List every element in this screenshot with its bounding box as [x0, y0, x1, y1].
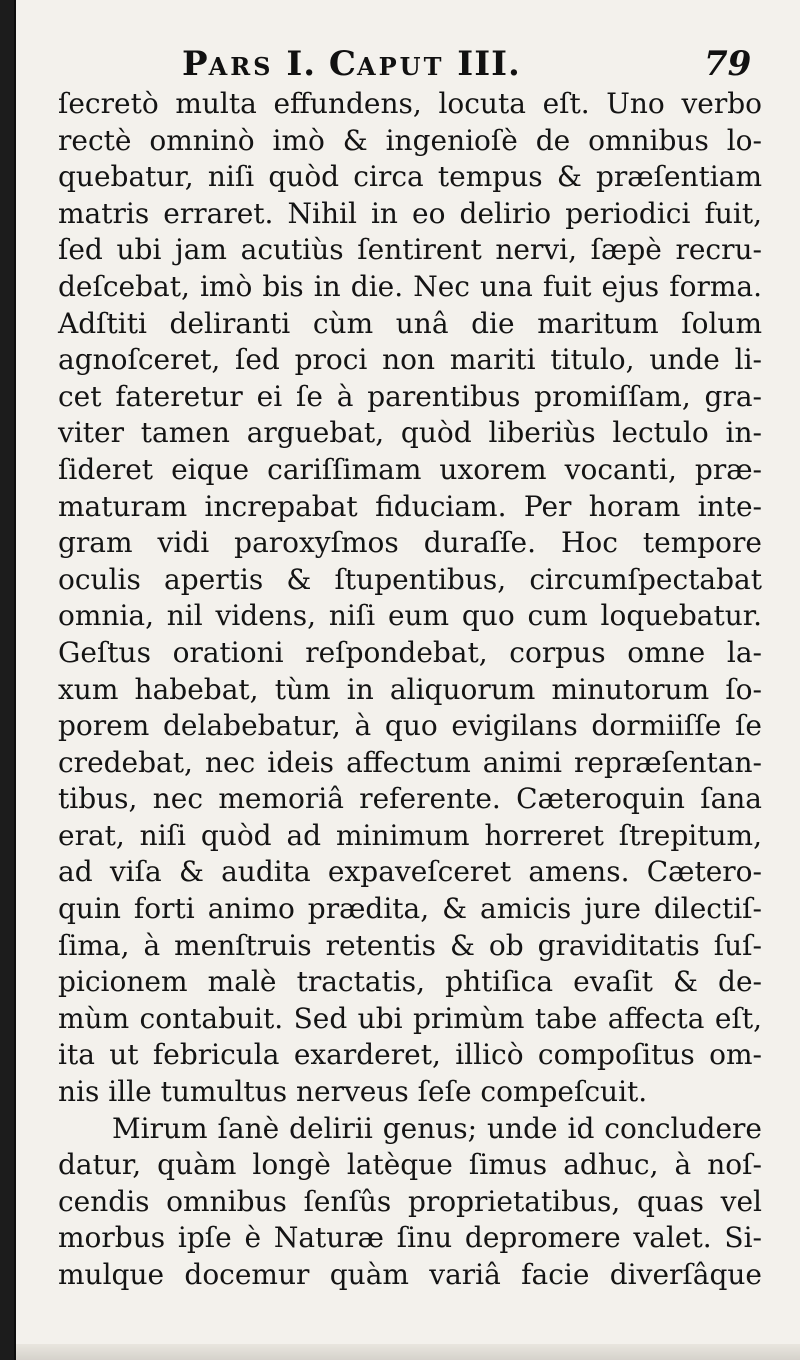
running-head-caput-initial: C — [328, 44, 357, 84]
text-line: mùm contabuit. Sed ubi primùm tabe affecta eſt, — [58, 1001, 762, 1035]
text-line: quebatur, niſi quòd circa tempus & præſentiam — [58, 160, 762, 194]
text-line: mulque docemur quàm variâ facie diverſâque — [58, 1258, 762, 1291]
page-bottom-edge — [16, 1344, 800, 1360]
running-head-part-initial: P — [182, 44, 209, 84]
text-line: agnoſceret, ſed proci non mariti titulo, unde li- — [58, 343, 762, 377]
running-head-caput-rest: APUT — [356, 52, 445, 81]
running-head-part-numeral: I. — [286, 44, 317, 84]
page-number: 79 — [704, 44, 752, 84]
text-line: deſcebat, imò bis in die. Nec una fuit ejus forma. — [58, 269, 762, 303]
text-line: ſed ubi jam acutiùs ſentirent nervi, ſæpè recru- — [58, 233, 762, 267]
page-header — [16, 42, 800, 90]
text-line: morbus ipſe è Naturæ ſinu depromere valet. Si- — [58, 1221, 762, 1255]
text-line: rectè omninò imò & ingenioſè de omnibus lo- — [58, 123, 762, 157]
text-line: Geſtus orationi reſpondebat, corpus omne la- — [58, 635, 762, 669]
paragraph-start-line: Mirum ſanè delirii genus; unde id concludere — [112, 1111, 762, 1145]
text-line: ſecretò multa effundens, locuta eſt. Uno verbo — [58, 87, 762, 120]
text-line: porem delabebatur, à quo evigilans dormiiſſe ſe — [58, 709, 762, 743]
text-line: matris erraret. Nihil in eo delirio periodici fuit, — [58, 196, 762, 230]
text-line: datur, quàm longè latèque ſimus adhuc, à noſ- — [58, 1148, 762, 1182]
text-line: erat, niſi quòd ad minimum horreret ſtrepitum, — [58, 818, 762, 852]
text-line: xum habebat, tùm in aliquorum minutorum ſo- — [58, 672, 762, 706]
text-line: gram vidi paroxyſmos duraſſe. Hoc tempore — [58, 526, 762, 560]
text-line: maturam increpabat fiduciam. Per horam inte- — [58, 489, 762, 523]
text-line: ita ut febricula exarderet, illicò compoſitus om- — [58, 1038, 762, 1072]
running-head-chapter-numeral: III. — [457, 44, 521, 84]
text-line: oculis apertis & ſtupentibus, circumſpectabat — [58, 562, 762, 596]
text-line: cendis omnibus ſenſûs proprietatibus, quas vel — [58, 1184, 762, 1218]
text-line: quin forti animo prædita, & amicis jure dilectiſ- — [58, 892, 762, 926]
text-line: nis ille tumultus nerveus ſeſe compeſcuit. — [58, 1075, 648, 1109]
running-head-part-rest: ARS — [208, 52, 274, 81]
text-line: ad viſa & audita expaveſceret amens. Cætero- — [58, 855, 762, 889]
text-line: omnia, nil videns, niſi eum quo cum loquebatur. — [58, 599, 762, 633]
text-line: cet fateretur ei ſe à parentibus promiſſam, gra- — [58, 379, 762, 413]
text-line: picionem malè tractatis, phtiſica evaſit & de- — [58, 965, 762, 999]
text-line: tibus, nec memoriâ referente. Cæteroquin ſana — [58, 782, 762, 816]
running-head — [182, 44, 521, 84]
body-text — [58, 86, 762, 1294]
text-line: ſideret eique cariſſimam uxorem vocanti, præ- — [58, 452, 762, 486]
book-page — [14, 0, 800, 1360]
text-line: ſima, à menſtruis retentis & ob graviditatis ſuſ- — [58, 928, 762, 962]
text-line: Adſtiti deliranti cùm unâ die maritum ſolum — [58, 306, 762, 340]
text-line: viter tamen arguebat, quòd liberiùs lectulo in- — [58, 416, 762, 450]
text-line: credebat, nec ideis affectum animi repræſentan- — [58, 745, 762, 779]
